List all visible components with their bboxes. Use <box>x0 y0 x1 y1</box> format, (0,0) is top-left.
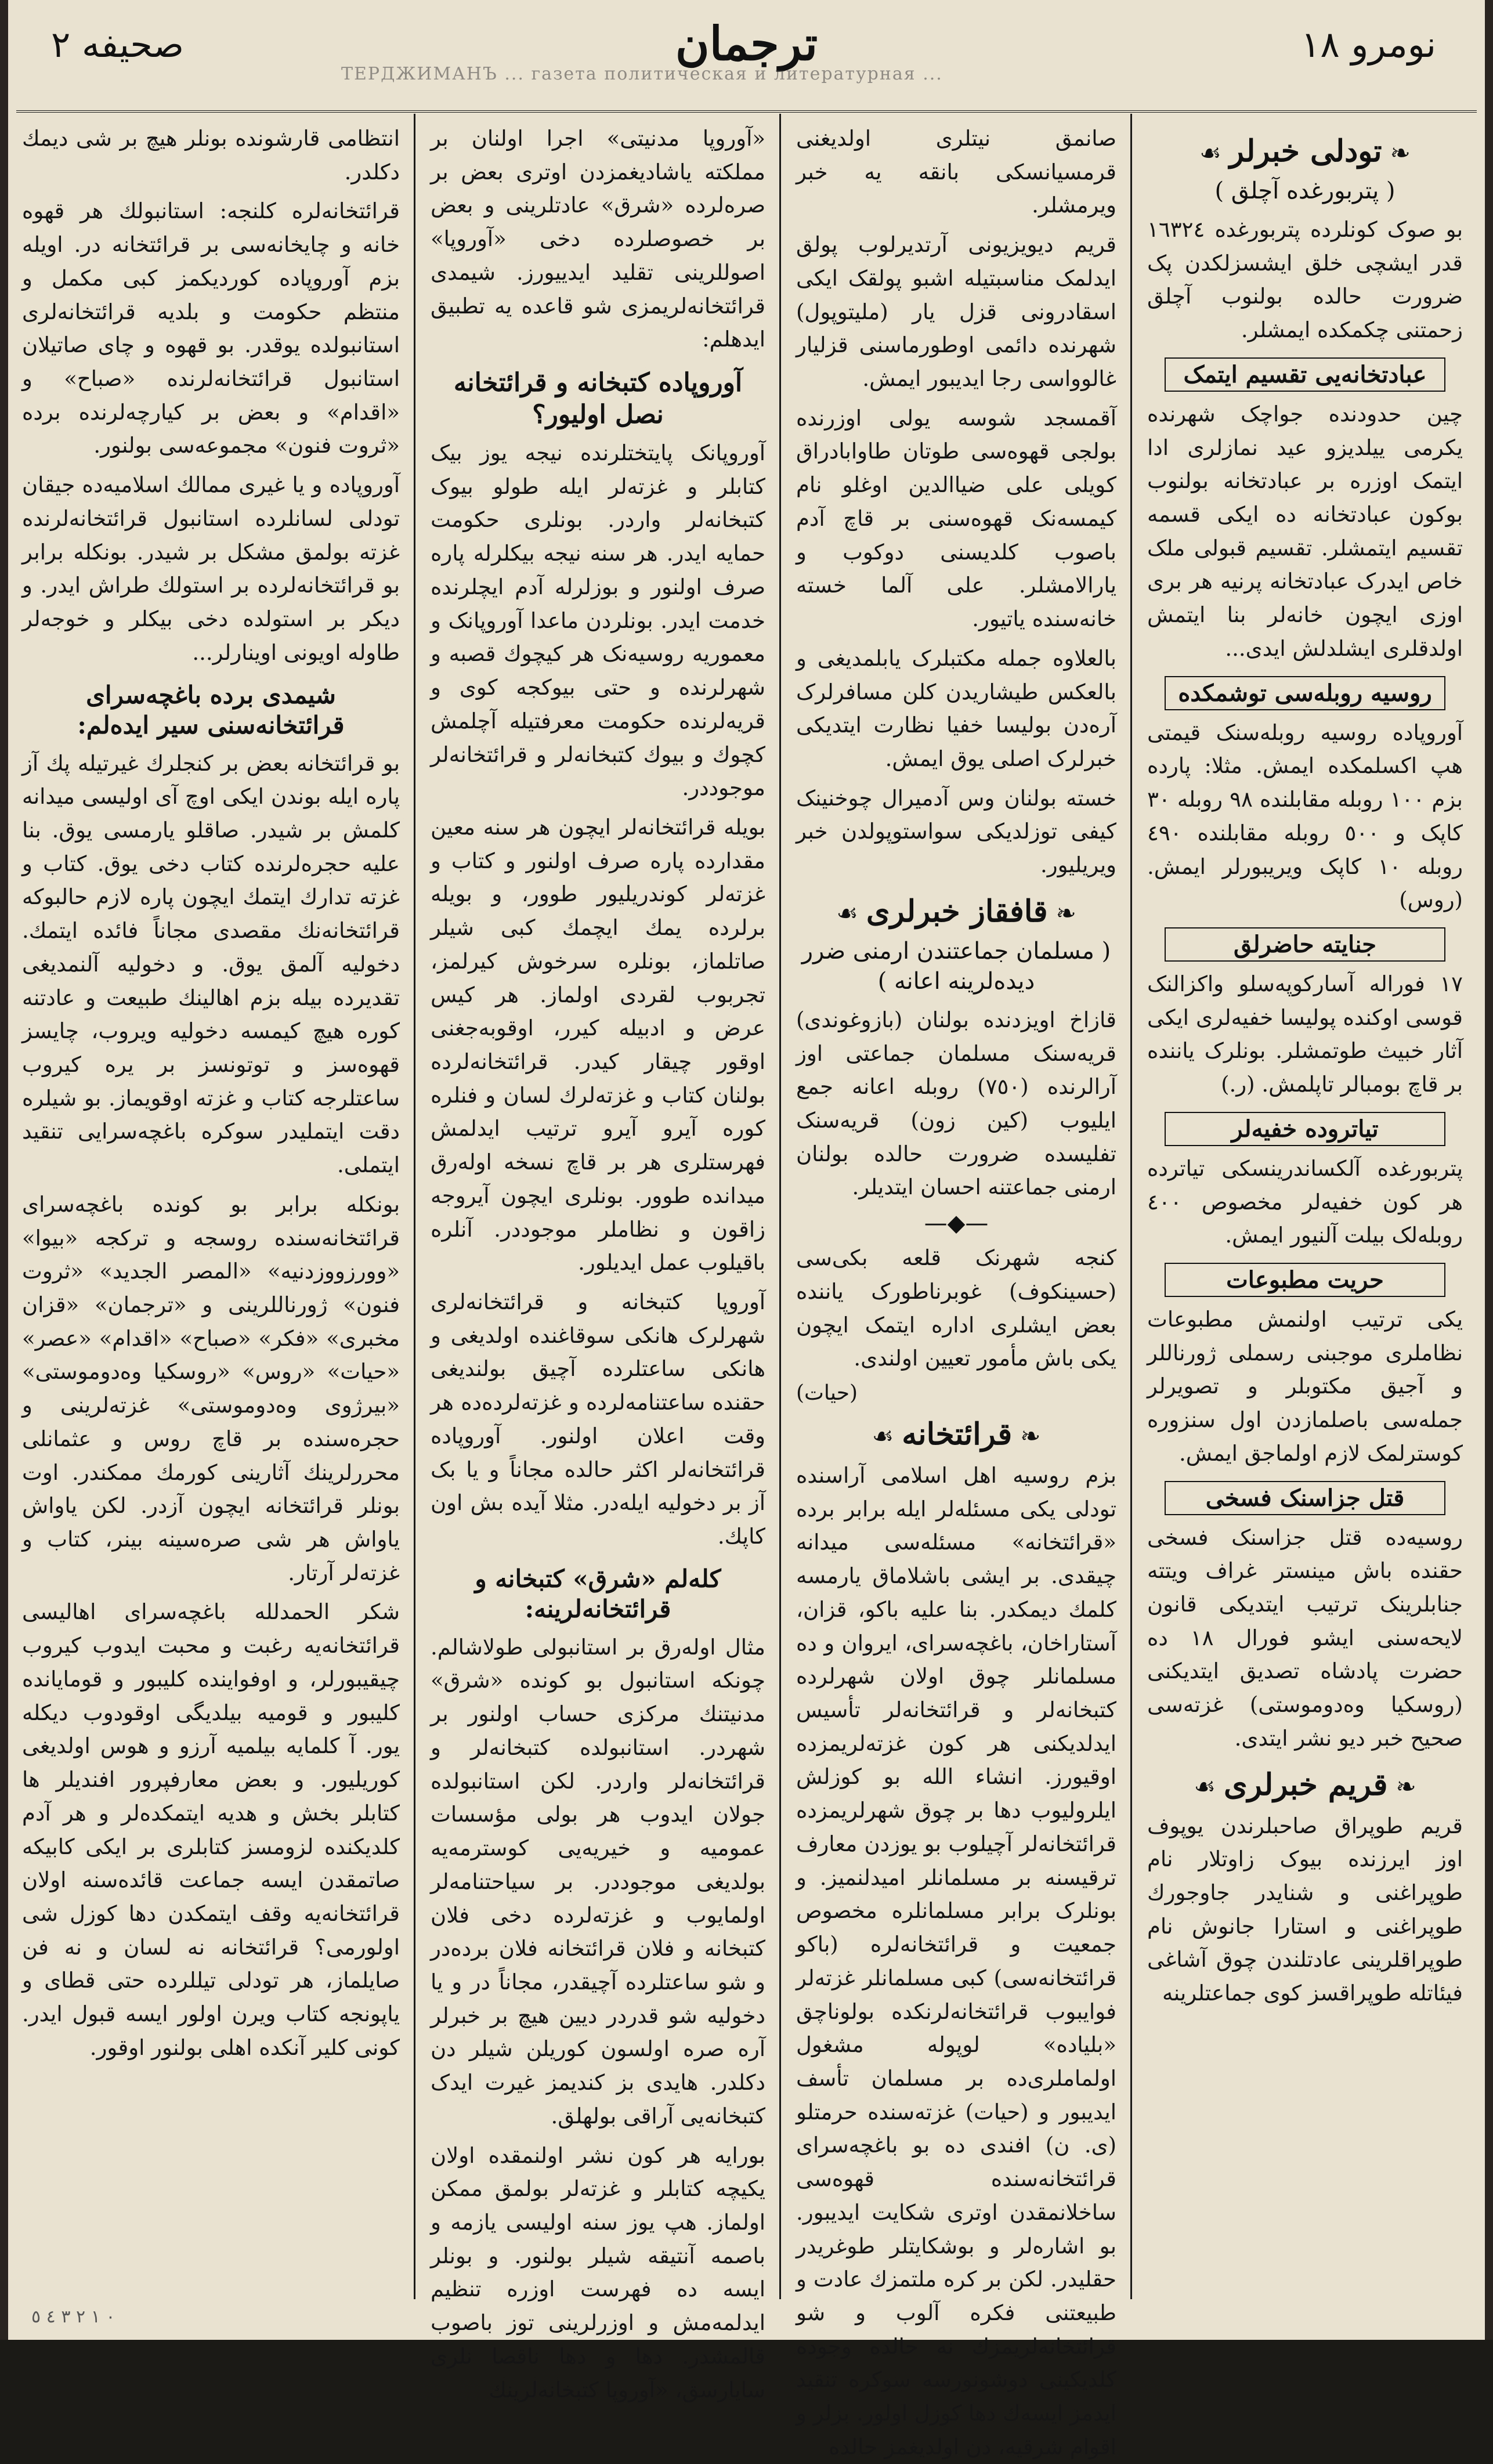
article-paragraph: بویله قرائتخانه‌لر ایچون هر سنه معین مقدارده پاره صرف اولنور و کتاب و غزته‌لر کوندریلیور طوور، و بویله برلرده یمك ایچمك کبی شیلر صاتلماز، بونلره سرخوش کیرلمز، تجربوب لقردی اولماز. هر کیس عرض و ادبیله کیرر، اوقوبه‌جغنی اوقور چیقار کیدر. قرائتخانه‌لرده بولنان کتاب و غزته‌لرك لسان و فنلره کوره آیرو آیرو ترتیب ایدلمش فهرستلری هر بر قاچ نسخه اولەرق میدانده طوور. بونلری ایچون آیروجه زاقون و نظاملر موجوددر. آنلره باقیلوب عمل ایدیلور. <box>431 814 765 1276</box>
article-paragraph: پتربورغده آلکساندرینسکی تیاترده هر کون خفیه‌لر مخصوص ٤٠٠ روبله‌لک بیلت آلنیور ایمش. <box>1147 1155 1463 1248</box>
article-title: جنایته حاضرلق <box>1165 927 1445 962</box>
article-paragraph: خسته بولنان وس آدمیرال چوخنینک کیفی توزلدیکی سواستوپولدن خبر ویریلیور. <box>796 785 1116 878</box>
article-paragraph: آقمسجد شوسه یولی اوزرنده بولجی قهوه‌سی طوتان طاوابادراق کویلی علی ضیاالدین اوغلو نام کیمسه‌نک قهوه‌سنی بر قاچ آدم باصوب کلدیسنی دوکوب و یارالامشلر. علی آلما خسته خانه‌سنده یاتیور. <box>796 405 1116 632</box>
source-signature: (حیات) <box>796 1381 858 1405</box>
ornament-icon: ❧ <box>1396 1772 1416 1801</box>
article-paragraph: کنجه شهرنک قلعه بکی‌سی (حسینکوف) غوبرناطورک یاننده بعض ایشلری اداره ایتمک ایچون یکی باش مأمور تعیین اولندی. <box>796 1245 1116 1371</box>
section-heading-crimea-news: ❧قریم خبرلری☙ <box>1194 1766 1416 1802</box>
article-paragraph: بو صوک کونلرده پتربورغده ١٦٣٢٤ قدر ایشچی خلق ایشسزلکدن پک ضرورت حالده بولنوب آچلق زحمتنی چکمکده ایمشلر. <box>1147 217 1463 343</box>
section-heading-bakhchisaray: شیمدی برده باغچه‌سرای قرائتخانه‌سنی سیر ایده‌لم: <box>77 680 345 739</box>
section-heading-reading-room: ❧قرائتخانه☙ <box>872 1417 1041 1452</box>
article-paragraph: بورایه هر کون نشر اولنمقده اولان یکیچه کتابلر و غزته‌لر بولمق ممکن اولماز. هپ یوز سنه اولیسی یازمه و باصمه آنتیقه شیلر بولنور. و بونلر ایسه ده فهرست اوزره تنظیم ایدلمه‌مش و اوزرلرینی توز باصوب قالمشدر. دها و دها ناقصا نلری سایارسق، «آوروپا کتبخانه‌لرینك <box>431 2143 765 2402</box>
ornament-icon: ☙ <box>836 898 858 927</box>
ornament-icon: ❧ <box>1055 898 1076 927</box>
article-paragraph: چین حدودنده جواچک شهرنده یکرمی ییلدیزو عید نمازلری ادا ایتمک اوزره بر عبادتخانه بولنوب بوکون عبادتخانه ده ایکی قسمه تقسیم ایتمشلر. تقسیم قبولی ملک خاص ایدرک عبادتخانه پرنیه هر بری اوزی ایچون خانه‌لر بنا ایتمش اولدقلری ایشلدلش ایدی... <box>1147 401 1463 661</box>
page-header <box>16 0 1477 113</box>
article-title: تیاتروده خفیه‌لر <box>1165 1112 1445 1146</box>
article-paragraph: قرائتخانه‌لره کلنجه: استانبولك هر قهوه خانه و چایخانه‌سی بر قرائتخانه در. اویله بزم آوروپاده کوردیکمز کبی مکمل و منتظم حکومت و بلدیه قرائتخانه‌لری استانبولده یوقدر. بو قهوه و چای صاتیلان استانبول قرائتخانه‌لرنده «صباح» و «اقدام» و بعض بر کیارچه‌لرنده برده «ثروت فنون» مجموعه‌سی بولنور. <box>22 198 400 458</box>
ornament-icon: ☙ <box>1199 139 1221 167</box>
newspaper-title: ترجمان <box>675 16 818 71</box>
issue-number-label: نومرو ١٨ <box>1301 23 1436 66</box>
article-paragraph: یکی ترتیب اولنمش مطبوعات نظاملری موجبنی رسملی ژورناللر و آجیق مکتوبلر و تصویرلر جمله‌سی باصلمازدن اول سنزوره کوسترلمک لازم اولماجق ایمش. <box>1147 1306 1463 1466</box>
column-3 <box>417 114 781 2402</box>
article-paragraph: انتظامی قارشونده بونلر هیچ بر شی دیمك دکلدر. <box>22 126 400 185</box>
article-paragraph: بو قرائتخانه بعض بر کنجلرك غیرتیله پك آز پاره ایله بوندن ایکی اوچ آی اولیسی میدانه کلمش بر شیدر. صاقلو یارمسی یوق. بنا علیه حجره‌لرنده کتاب دخی یوق. کتاب و غزته تدارك ایتمك ایچون پاره لازم حالبوکه قرائتخانه‌نك مقصدی مجاناً فائده ایتمك. دخولیه آلمق یوق. و دخولیه آلنمدیغی تقدیرده بیله بزم اهالینك طبیعت و عادتنه کوره هیچ کیمسه دخولیه ویروب، چایسز قهوه‌سز و توتونسز بر یره کیروب ساعتلرجه کتاب و غزته اوقویماز. بو شیلره دقت ایتملیدر سوکره باغچه‌سرایی تنقید ایتملی. <box>22 750 400 1178</box>
ornament-icon: ❧ <box>1020 1422 1041 1450</box>
article-paragraph: قازاخ اویزدنده بولنان (بازوغوندی) قریه‌سنک مسلمان جماعتی اوز آرالرنده (٧٥٠) روبله اعانه جمع ایلیوب (کین زون) قریه‌سنک تفلیسده ضرورت حالده بولنان ارمنی جماعتنه احسان ایتدیلر. <box>796 1007 1116 1200</box>
article-paragraph: «آوروپا مدنیتی» اجرا اولنان بر مملکته یاشادیغمزدن اوتری بعض بر صره‌لرده «شرق» عادتلرینی و بعض بر خصوصلرده دخی «آوروپا» اصوللرینی تقلید ایدییورز. شیمدی قرائتخانه‌لریمزی شو قاعده یه تطبیق ایدهلم: <box>431 126 765 352</box>
section-heading-caucasus-news: ❧قافقاز خبرلری☙ <box>836 893 1076 929</box>
article-paragraph: آوروپاده روسیه روبله‌سنک قیمتی هپ اکسلمکده ایمش. مثلا: پارده بزم ١٠٠ روبله مقابلنده ٩٨ روبله ٣٠ کاپک و ٥٠٠ روبله مقابلنده ٤٩٠ روبله ١٠ کاپک ویریبورلر ایمش. (روس) <box>1147 720 1463 913</box>
ornament-icon: ❧ <box>1390 139 1411 167</box>
ornament-icon: ☙ <box>872 1422 894 1450</box>
column-1 <box>1133 114 1477 2299</box>
section-heading-local-news: ❧تودلی خبرلر☙ <box>1199 133 1411 169</box>
column-4 <box>8 114 415 2299</box>
section-heading-europe-libraries: آوروپاده کتبخانه و قرائتخانه نصل اولیور؟ <box>453 368 743 430</box>
article-paragraph: روسیه‌ده قتل جزاسنک فسخی حقنده باش مینستر غراف ویتته جنابلرینک ترتیب ایتدیکی قانون لایحه‌سنی ایشو فورال ١٨ ده حضرت پادشاه تصدیق ایتدیکنی (روسکیا وه‌دوموستی) غزته‌سی صحیح خبر دیو نشر ایتدی. <box>1147 1524 1463 1751</box>
section-heading-east-libraries: کله‌لم «شرق» کتبخانه و قرائتخانه‌لرینه: <box>475 1564 721 1624</box>
article-title: قتل جزاسنک فسخی <box>1165 1481 1445 1515</box>
article-title: روسیه روبله‌سی توشمکده <box>1165 676 1445 710</box>
separator-icon: —◆— <box>924 1210 989 1237</box>
article-paragraph: بزم روسیه اهل اسلامی آراسنده تودلی یکی مسئله‌لر ایله برابر برده «قرائتخانه» مسئله‌سی میدانه چیقدی. بر ایشی باشلاماق یارمسه کلمك دیمکدر. بنا علیه باکو، قزان، آستاراخان، باغچه‌سرای، ایروان و ده مسلمانلر چوق اولان شهرلرده کتبخانه‌لر و قرائتخانه‌لر تأسیس ایدلدیکنی هر کون غزته‌لریمزده اوقیورز. انشاء الله بو کوزلش ایلرولیوب دها بر چوق شهرلریمزده قرائتخانه‌لر آچیلوب بو یوزدن معارف ترقیسنه بر مسلمانلر امیدلنمیز. و بونلرک برابر مسلمانلره مخصوص جمعیت و قرائتخانه‌لره (باکو قرائتخانه‌سی) کبی مسلمانلر غزته‌لر فوایبوب قرائتخانه‌لرنکده بولوناچق «بلیاده» لوپوله مشغول اولماملری‌ده بر مسلمان تأسف ایدیبور و (حیات) غزته‌سنده حرمتلو (ی. ن) افندی ده بو باغچه‌سرای قرائتخانه‌سنده قهوه‌سی ساخلانمقدن اوتری شکایت ایدیبور. بو اشاره‌لر و بوشکایتلر طوغریدر حقلیدر. لکن بر کره ملتمزك عادت و طبیعتنی فکره آلوب و شو قرائتخانه‌لریمزك نه حالده وجوده کلدیکینی دوشونورسه سوکره تنقید ایدمز ایسه‌ك دها کوزل اولور. بزلر و اقوام شرقیه، دن اولدیغمز حالده <box>796 1463 1116 2459</box>
article-paragraph: قریم طوپراق صاحبلرندن یوپوف اوز ایرزنده بیوک زاوتلار نام طوپراغنی و شنایدر جاوجورك طوپراغنی و استارا جانوش نام طوپراقلرینی عادتلندن چوق آشاغی فیئاتله طوپراقسز کوی جماعتلرینه <box>1147 1813 1463 2006</box>
footer-mark: ٠ ١ ٢ ٣ ٤ ٥ <box>31 2307 115 2327</box>
article-paragraph: صانمق نیتلری اولدیغنی قرمسیانسکی بانقه یه خبر ویرمشلر. <box>796 126 1116 218</box>
article-title: عبادتخانه‌یی تقسیم ایتمک <box>1165 357 1445 392</box>
article-paragraph: مثال اوله‌رق بر استانبولی طولاشالم. چونکه استانبول بو کونده «شرق» مدنیتنك مرکزی حساب اولنور بر شهردر. استانبولده کتبخانه‌لر و قرائتخانه‌لر واردر. لکن استانبولده جولان ایدوب هر بولی مؤسسات عمومیه و خیریه‌یی کوسترمه‌یه بولدیغی موجوددر. بر سیاحتنامه‌لر اولمایوب و غزته‌لرده دخی فلان کتبخانه و فلان قرائتخانه فلان برده‌در و شو ساعتلرده آچیقدر، مجاناً در و یا دخولیه شو قدردر دیین هیچ بر خبرلر آره صره اولسون کوریلن شیلر دن دکلدر. هایدی بز کندیمز غیرت ایدک کتبخانه‌یی آراقی بولهلق. <box>431 1634 765 2129</box>
masthead-strip: ТЕРДЖИМАНЪ ... газета политическая и литературная ... <box>341 64 943 84</box>
article-paragraph: ١٧ فوراله آسارکوپه‌سلو واکزالنک قوسی اوکنده پولیسا خفیه‌لری ایکی آثار خبیث طوتمشلر. بونلرک یاننده بر قاچ بومبالر تاپلمش. (ر.) <box>1147 971 1463 1097</box>
article-paragraph: شکر الحمدلله باغچه‌سرای اهالیسی قرائتخانه‌یه رغبت و محبت ایدوب کیروب چیقیبورلر، و اوفواینده کلیبور و قومایانده کلیبور و قومیه بیلدیگی اوقودوب دیکله یور. آ کلمایه بیلمیه آرزو و هوس اولدیغی کوریلیور. و بعض معارفپرور افندیلر ها کتابلر بخش و هدیه ایتمکده‌لر و هر آدم کلدیکنده لزومسز کتابلری بر ایکی کابیکه صاتمقدن ایسه جماعت قائده‌سنه اولان قرائتخانه‌یه وقف ایتمکدن دها کوزل شی اولورمی؟ قرائتخانه نه لسان و نه فن صایلماز، هر تودلی تیللرده حتی قطای و یاپونجه کتاب ویرن اولور ایسه قبول ایدر. کونی کلیر آنکده اهلی بولنور اوقور. <box>22 1599 400 2060</box>
section-subheading: ( مسلمان جماعتندن ارمنی ضرر دیده‌لرینه اعانه ) <box>801 937 1111 995</box>
ornament-icon: ☙ <box>1194 1772 1216 1801</box>
article-paragraph: آوروپانک پایتختلرنده نیجه یوز بیک کتابلر و غزته‌لر ایله طولو بیوک کتبخانه‌لر واردر. بونلری حکومت حمایه ایدر. هر سنه نیجه بیکلرله پاره صرف اولنور و بوزلرله آدم ایچلرنده خدمت ایدر. بونلردن ماعدا آوروپانک و معموریه روسیه‌نک هر کیچوك قصبه و شهرلرنده و حتی بیوکجه کوی و قریه‌لرنده حکومت معرفتیله آچلمش کچوك و بیوك کتبخانه‌لر و قرائتخانه‌لر موجوددر. <box>431 440 765 801</box>
article-paragraph: آوروپاده و یا غیری ممالك اسلامیه‌ده جیقان تودلی لسانلرده استانبول قرائتخانه‌لرنده غزته بولمق مشکل بر شیدر. بونکله برابر بو قرائتخانه‌لرده بر استولك طراش ایدر. و دیکر بر استولده دخی بیکلر و خوجه‌لر طاوله اویونی اوینارلر... <box>22 472 400 665</box>
article-paragraph: آوروپا کتبخانه و قرائتخانه‌لری شهرلرک هانکی سوقاغنده اولدیغی و هانکی ساعتلرده آچیق بولندیغی حقنده ساعتنامه‌لرده و غزته‌لرده‌ده هر وقت اعلان اولنور. آوروپاده قرائتخانه‌لر اکثر حالده مجاناً و یا بک آز بر دخولیه ایله‌در. مثلا آیده بش اون کاپك. <box>431 1289 765 1549</box>
article-paragraph: قریم دیویزیونی آرتدیرلوب پولق ایدلمک مناسبتیله اشبو پولقک ایکی اسقادرونی قزل یار (ملیتوپول) شهرنده دائمی اوطورماسنی قزلیار غالوواسی رجا ایدیبور ایمش. <box>796 232 1116 392</box>
column-2 <box>782 114 1132 2459</box>
article-paragraph: بالعلاوه جمله مکتبلرک یابلمدیغی و بالعکس طیشاریدن کلن مسافرلرک آره‌دن بولیسا خفیا نظارت ایتدیکی خبرلرک اصلی یوق ایمش. <box>796 645 1116 771</box>
page-number-label: صحیفه ٢ <box>51 23 184 66</box>
section-subheading: ( پتربورغده آچلق ) <box>1214 178 1396 204</box>
article-title: حریت مطبوعات <box>1165 1263 1445 1297</box>
article-paragraph: بونکله برابر بو کونده باغچه‌سرای قرائتخانه‌سنده روسجه و ترکجه «بیوا» «وورزووزدنیه» «المصر الجدید» «ثروت فنون» ژورناللرینی و «ترجمان» «قزان مخبری» «فکر» «صباح» «اقدام» «عصر» «حیات» «روس» «روسکیا وه‌دوموستی» «بیرژوی وه‌دوموستی» غزته‌لرینی و حجره‌سنده بر قاچ روس و عثمانلی محررلرینك آثارینی کورمك ممکندر. اوت بونلر قرائتخانه ایچون آزدر. لکن یاواش یاواش هر شی صره‌سینه بینر، کتاب و غزته‌لر آرتار. <box>22 1191 400 1585</box>
